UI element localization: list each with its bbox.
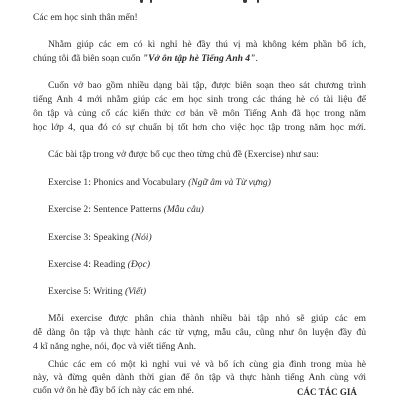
exercise-item [48,258,150,272]
intro-line-2-prefix: chúng tôi đã biên soạn cuốn [33,53,141,64]
intro-line-1: Nhằm giúp các em có kì nghỉ hè đầy thú vị mà không kém phần bổ ích, [48,39,366,50]
exercise-item [48,285,146,299]
exercise-note: (Đọc) [127,259,151,270]
description-line-2: tiếng Anh 4 mới nhằm giúp các em học sinh trong các tháng hè có tài liệu để [33,94,366,105]
exercise-label: Exercise 1: Phonics and Vocabulary [48,177,186,188]
exercise-note: (Viết) [124,286,147,297]
closing-line-2: này, và đừng quên dành thời gian để ôn tập và thực hành tiếng Anh cùng với [33,372,366,383]
practice-line-2: dễ dàng ôn tập và thực hành các từ vựng, mẫu câu, cũng như ôn luyện đầy đủ [33,327,366,338]
intro-line-2 [33,52,258,66]
exercise-item [48,203,204,217]
exercise-label: Exercise 3: Speaking [48,232,129,243]
structure-intro: Các bài tập trong vở được bố cục theo từng chủ đề (Exercise) như sau: [48,149,319,160]
practice-line-1: Mỗi exercise được phân chia thành nhiều bài tập nhỏ sẽ giúp các em [48,313,366,324]
greeting: Các em học sinh thân mến! [33,12,138,23]
description-line-3: ôn tập và củng cố các kiến thức cơ bản về môn Tiếng Anh đã học trong năm [33,108,366,119]
exercise-note: (Mẫu câu) [163,204,204,215]
exercise-note: (Nói) [131,232,152,243]
intro-line-2-suffix: . [255,53,258,64]
signature: CÁC TÁC GIẢ [293,386,357,400]
cropped-heading-fragment [0,0,400,4]
closing-line-3: cuốn vở ôn hè đầy bổ ích này các em nhé. [33,385,194,396]
description-line-4: học lớp 4, qua đó có sự chuẩn bị tốt hơn cho việc học tập trong năm học mới. [33,122,366,133]
exercise-label: Exercise 4: Reading [48,259,126,270]
exercise-item [48,176,271,190]
exercise-item [48,231,152,245]
closing-line-1: Chúc các em có một kì nghỉ vui vẻ và bổ ích cùng gia đình trong mùa hè [48,359,366,370]
book-title: "Vở ôn tập hè Tiếng Anh 4" [142,53,256,64]
exercise-label: Exercise 5: Writing [48,286,123,297]
practice-line-3: 4 kĩ năng nghe, nói, đọc và viết tiếng Anh. [33,341,197,352]
exercise-note: (Ngữ âm và Từ vựng) [188,177,271,188]
description-line-1: Cuốn vở bao gồm nhiều dạng bài tập, được biên soạn theo sát chương trình [48,80,366,91]
exercise-label: Exercise 2: Sentence Patterns [48,204,162,215]
